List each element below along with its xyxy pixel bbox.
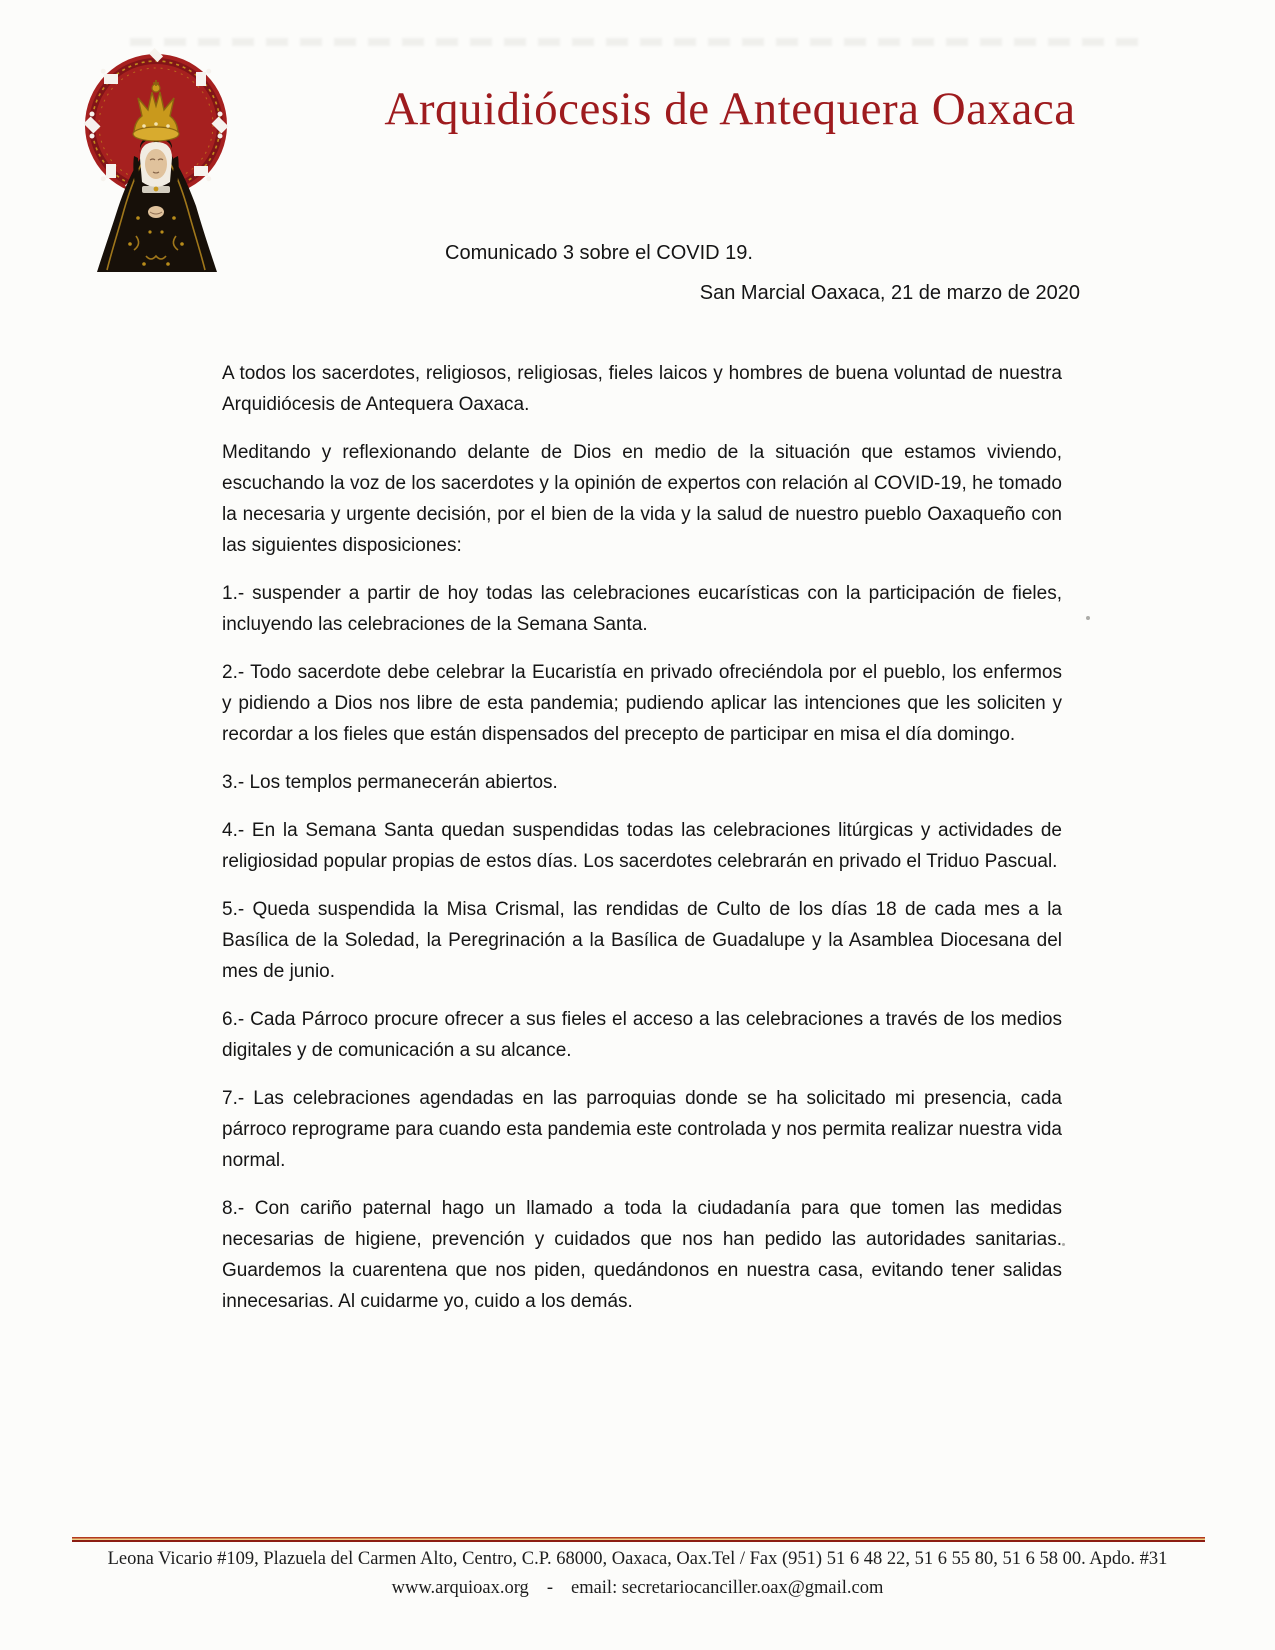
disposition-item-4: 4.- En la Semana Santa quedan suspendidas todas las celebraciones litúrgicas y actividades de religiosidad popular propias de estos días. Los sacerdotes celebrarán en privado el Triduo Pascual. (222, 820, 1062, 872)
footer-address: Leona Vicario #109, Plazuela del Carmen Alto, Centro, C.P. 68000, Oaxaca, Oax.Tel / Fax (951) 51 6 48 22, 51 6 55 80, 51 6 58 00. Apdo. #31 (107, 1549, 1168, 1569)
footer-separator: - (546, 1578, 553, 1598)
footer-contact-line (0, 1574, 1275, 1603)
scan-artifact-ghost-line (130, 38, 1140, 46)
subject-line: Comunicado 3 sobre el COVID 19. (445, 242, 753, 264)
virgin-of-solitude-icon (80, 46, 230, 272)
page-title: Arquidiócesis de Antequera Oaxaca (384, 83, 1076, 135)
letterhead-footer (0, 1545, 1275, 1603)
letter-body (222, 358, 1062, 1334)
intro-paragraph: Meditando y reflexionando delante de Dios en medio de la situación que estamos viviendo, escuchando la voz de los sacerdotes y la opinión de expertos con relación al COVID-19, he tomado la necesaria y urgente decisión, por el bien de la vida y la salud de nuestro pueblo Oaxaqueño con las siguientes disposiciones: (222, 442, 1062, 556)
dateline: San Marcial Oaxaca, 21 de marzo de 2020 (699, 282, 1080, 304)
archdiocese-seal-logo (80, 46, 230, 272)
disposition-item-5: 5.- Queda suspendida la Misa Crismal, las rendidas de Culto de los días 18 de cada mes a la Basílica de la Soledad, la Peregrinación a la Basílica de Guadalupe y la Asamblea Diocesana del mes de junio. (222, 899, 1062, 982)
disposition-item-6: 6.- Cada Párroco procure ofrecer a sus fieles el acceso a las celebraciones a través de los medios digitales y de comunicación a su alcance. (222, 1009, 1062, 1061)
footer-website: www.arquioax.org (391, 1578, 529, 1598)
footer-email: email: secretariocanciller.oax@gmail.com (570, 1578, 884, 1598)
scan-artifact-speck (1062, 1243, 1065, 1246)
disposition-item-7: 7.- Las celebraciones agendadas en las parroquias donde se ha solicitado mi presencia, cada párroco reprograme para cuando esta pandemia este controlada y nos permita realizar nuestra vida normal. (222, 1088, 1062, 1171)
disposition-item-3: 3.- Los templos permanecerán abiertos. (222, 772, 558, 793)
disposition-item-8: 8.- Con cariño paternal hago un llamado a toda la ciudadanía para que tomen las medidas necesarias de higiene, prevención y cuidados que nos han pedido las autoridades sanitarias. Guardemos la cuarentena que nos piden, quedándonos en nuestra casa, evitando tener salidas innecesarias. Al cuidarme yo, cuido a los demás. (222, 1198, 1062, 1312)
disposition-item-2: 2.- Todo sacerdote debe celebrar la Eucaristía en privado ofreciéndola por el pueblo, los enfermos y pidiendo a Dios nos libre de esta pandemia; pudiendo aplicar las intenciones que les soliciten y recordar a los fieles que están dispensados del precepto de participar en misa el día domingo. (222, 662, 1062, 745)
scan-artifact-speck (1086, 616, 1090, 620)
disposition-item-1: 1.- suspender a partir de hoy todas las celebraciones eucarísticas con la participación de fieles, incluyendo las celebraciones de la Semana Santa. (222, 583, 1062, 635)
footer-divider-rule (72, 1537, 1205, 1542)
salutation-paragraph: A todos los sacerdotes, religiosos, religiosas, fieles laicos y hombres de buena voluntad de nuestra Arquidiócesis de Antequera Oaxaca. (222, 363, 1062, 415)
